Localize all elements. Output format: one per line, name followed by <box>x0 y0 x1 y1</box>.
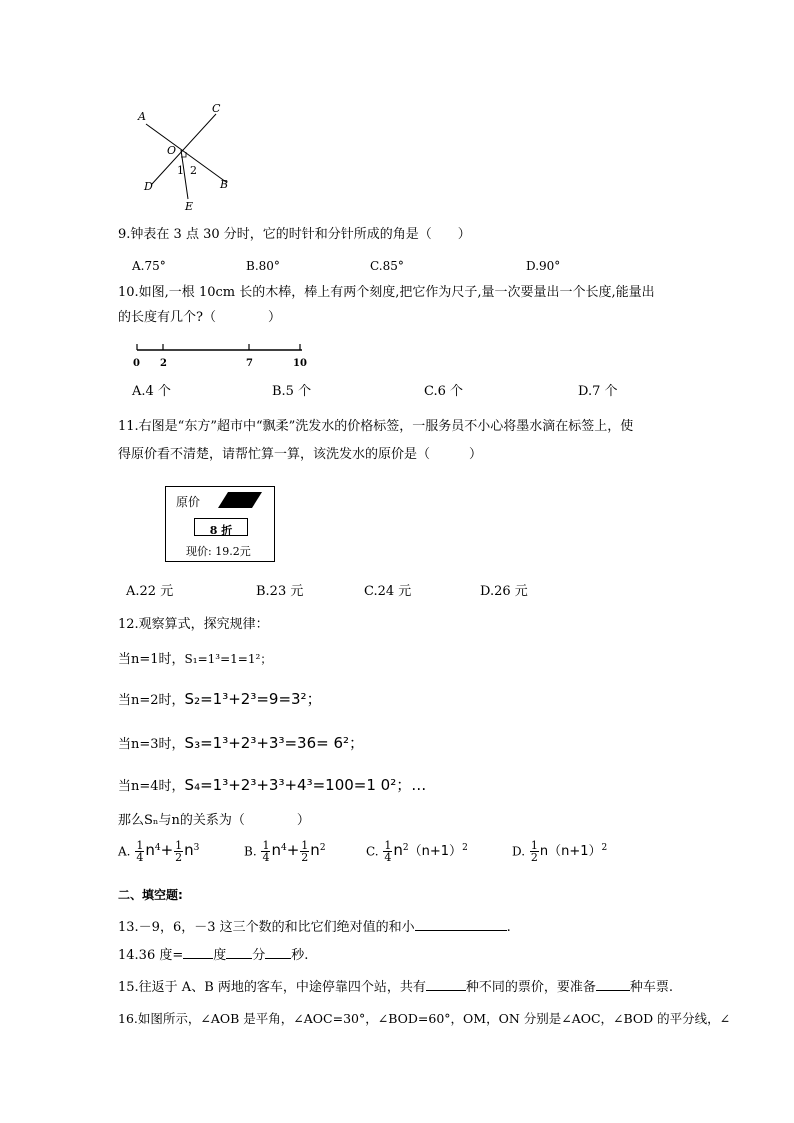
label-D: D <box>144 180 153 193</box>
q12-case-2-expr: S₂=1³+2³=9=3²； <box>184 690 322 708</box>
q12-question: 那么Sₙ与n的关系为（ ） <box>118 813 310 828</box>
q11-stem-line1: 11.右图是“东方”超市中“飘柔”洗发水的价格标签，一服务员不小心将墨水滴在标签上，使 <box>118 419 634 434</box>
q9-option-a: A.75° <box>132 259 166 273</box>
q10-option-b: B.5 个 <box>272 384 312 399</box>
fraction-quarter: $\frac{1}{4}$ <box>136 839 144 864</box>
q12-case-1-expr: S₁=1³=1=1²； <box>184 652 273 666</box>
q10-option-d: D.7 个 <box>578 384 618 399</box>
fraction-quarter: $\frac{1}{4}$ <box>384 839 392 864</box>
q15-price-blank[interactable] <box>426 978 466 991</box>
q11-option-c: C.24 元 <box>364 584 412 599</box>
q12-case-3-prefix: 当n=3时， <box>118 737 185 752</box>
ruler-label-7: 7 <box>246 358 253 369</box>
ruler-label-0: 0 <box>133 358 140 369</box>
fraction-half: $\frac{1}{2}$ <box>175 839 183 864</box>
q12-option-d-letter: D. <box>512 844 526 859</box>
ruler-label-10: 10 <box>293 358 307 369</box>
tag-original-label: 原价 <box>176 495 201 509</box>
section-2-title: 二、填空题: <box>118 888 183 902</box>
label-O: O <box>167 144 177 157</box>
q12-option-a-letter: A. <box>118 844 131 859</box>
q12-case-4-expr: S₄=1³+2³+3³+4³=100=1 0²；… <box>184 776 427 794</box>
q12-option-b: B. $\frac{1}{4}$ $n^4+$ $\frac{1}{2}$ $n^2$ <box>244 839 326 864</box>
q10-stem-line1: 10.如图,一根 10cm 长的木棒，棒上有两个刻度,把它作为尺子,量一次要量出一个长度,能量出 <box>118 285 655 300</box>
q14-minute-blank[interactable] <box>226 946 252 959</box>
q10-stem-line2: 的长度有几个?（ ） <box>118 310 281 325</box>
q15-ticket-blank[interactable] <box>596 978 630 991</box>
fraction-half: $\frac{1}{2}$ <box>301 839 309 864</box>
q14-second-blank[interactable] <box>265 946 291 959</box>
label-E: E <box>185 200 194 213</box>
q12-case-4 <box>118 776 426 796</box>
q9-option-b: B.80° <box>246 259 280 273</box>
tag-current-price: 现价: 19.2元 <box>186 545 251 558</box>
q14: 14.36 度= 度 分 秒. <box>118 948 309 963</box>
fraction-half: $\frac{1}{2}$ <box>530 839 538 864</box>
ruler-figure <box>130 340 320 372</box>
q13: 13.－9，6，－3 这三个数的和比它们绝对值的和小 . <box>118 920 511 935</box>
q12-case-1 <box>118 650 272 669</box>
q10-option-a: A.4 个 <box>132 384 171 399</box>
fraction-quarter: $\frac{1}{4}$ <box>262 839 270 864</box>
label-A: A <box>138 110 146 123</box>
label-1: 1 <box>177 164 184 177</box>
q9-stem: 9.钟表在 3 点 30 分时，它的时针和分针所成的角是（ ） <box>118 227 471 242</box>
price-tag <box>165 486 275 562</box>
q12-option-a: A. $\frac{1}{4}$ $n^4+$ $\frac{1}{2}$ $n^3$ <box>118 839 200 864</box>
q12-option-c: C. $\frac{1}{4}$ $n^2(n+1)^2$ <box>366 839 468 864</box>
ruler-svg <box>130 340 320 360</box>
q9-option-c: C.85° <box>370 259 404 273</box>
q12-option-b-letter: B. <box>244 844 257 859</box>
q12-case-4-prefix: 当n=4时， <box>118 779 185 794</box>
q16-text: 16.如图所示，∠AOB 是平角，∠AOC=30°，∠BOD=60°，OM，ON 分别是∠AOC，∠BOD 的平分线，∠ <box>118 1011 731 1026</box>
q12-case-3 <box>118 734 364 754</box>
ruler-label-2: 2 <box>160 358 167 369</box>
q11-stem-line2: 得原价看不清楚，请帮忙算一算，该洗发水的原价是（ ） <box>118 447 483 462</box>
label-2: 2 <box>190 164 197 177</box>
ink-blot <box>218 492 262 508</box>
tag-discount: 8 折 <box>209 524 233 537</box>
q15: 15.往返于 A、B 两地的客车，中途停靠四个站，共有 种不同的票价，要准备 种车票. <box>118 980 674 995</box>
angle-figure <box>134 100 244 218</box>
q14-degree-blank[interactable] <box>183 946 213 959</box>
q12-option-d: D. $\frac{1}{2}$ $n(n+1)^2$ <box>512 839 608 864</box>
q12-stem: 12.观察算式，探究规律： <box>118 617 269 632</box>
q13-answer-blank[interactable] <box>415 918 507 931</box>
q12-case-2-prefix: 当n=2时， <box>118 693 185 708</box>
q12-case-1-prefix: 当n=1时， <box>118 652 185 667</box>
q11-option-d: D.26 元 <box>480 584 528 599</box>
tag-discount-box <box>194 518 248 536</box>
q13-text: 13.－9，6，－3 这三个数的和比它们绝对值的和小 <box>118 920 415 935</box>
label-C: C <box>212 102 221 115</box>
q12-case-3-expr: S₃=1³+2³+3³=36= 6²； <box>184 734 365 752</box>
q9-option-d: D.90° <box>526 259 561 273</box>
label-B: B <box>220 178 229 191</box>
q11-option-a: A.22 元 <box>126 584 174 599</box>
q12-case-2 <box>118 690 322 710</box>
q12-option-c-letter: C. <box>366 844 379 859</box>
q11-option-b: B.23 元 <box>256 584 304 599</box>
q10-option-c: C.6 个 <box>424 384 464 399</box>
